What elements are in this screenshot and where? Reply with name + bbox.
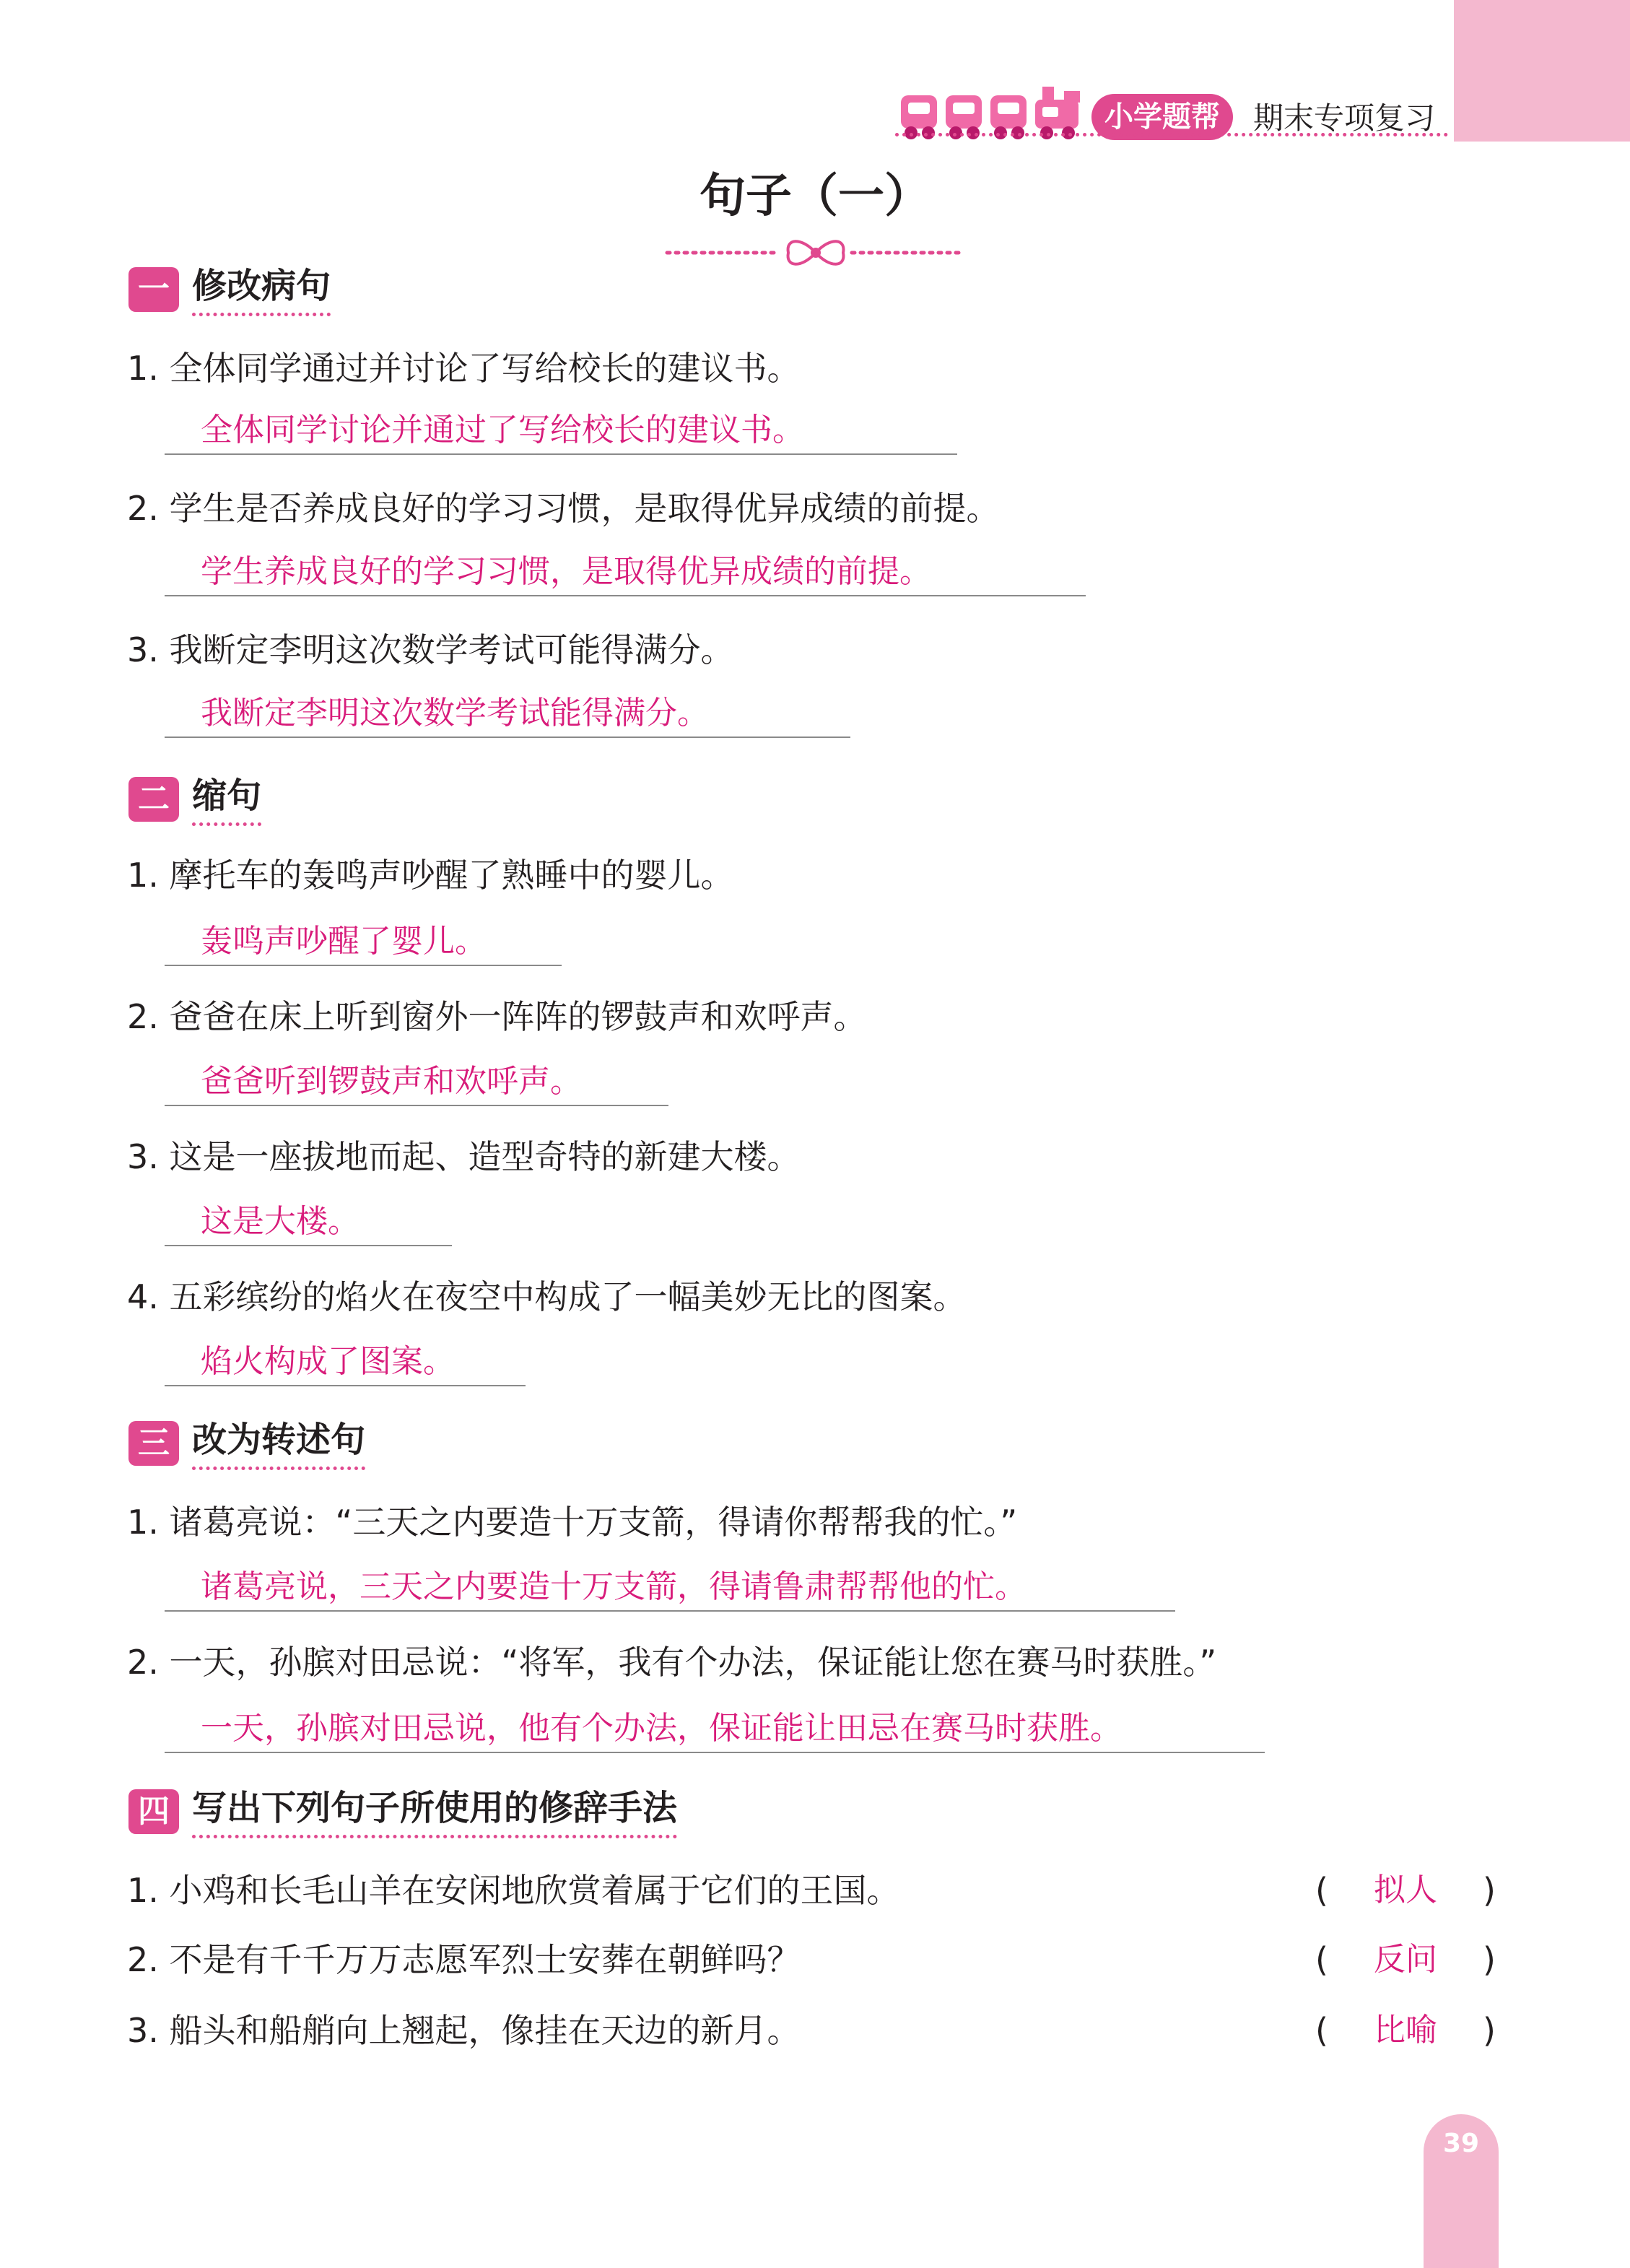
open-paren: ( <box>1315 1871 1328 1910</box>
answer: 这是大楼。 <box>165 1202 452 1246</box>
answer: 轰鸣声吵醒了婴儿。 <box>165 921 562 966</box>
header-subtitle: 期末专项复习 <box>1253 100 1436 136</box>
answer: 一天，孙膑对田忌说，他有个办法，保证能让田忌在赛马时获胜。 <box>165 1708 1265 1753</box>
answer: 我断定李明这次数学考试能得满分。 <box>165 693 850 738</box>
page-title: 句子（一） <box>699 170 931 223</box>
question: 3. 这是一座拔地而起、造型奇特的新建大楼。 <box>127 1137 801 1176</box>
answer: 全体同学讨论并通过了写给校长的建议书。 <box>165 410 957 455</box>
answer: 焰火构成了图案。 <box>165 1342 526 1386</box>
question: 4. 五彩缤纷的焰火在夜空中构成了一幅美妙无比的图案。 <box>127 1277 967 1316</box>
brand-badge: 小学题帮 <box>1091 94 1233 140</box>
answer: 比喻 <box>1374 2012 1437 2048</box>
question: 3. 我断定李明这次数学考试可能得满分。 <box>127 630 734 669</box>
page-number: 39 <box>1442 2129 1480 2158</box>
answer: 学生养成良好的学习习惯，是取得优异成绩的前提。 <box>165 552 1086 596</box>
section-badge: 三 <box>128 1421 179 1466</box>
answer: 拟人 <box>1374 1872 1437 1908</box>
question: 1. 诸葛亮说：“三天之内要造十万支箭，得请你帮帮我的忙。” <box>127 1503 1018 1542</box>
question: 2. 爸爸在床上听到窗外一阵阵的锣鼓声和欢呼声。 <box>127 997 867 1036</box>
section-title: 修改病句 <box>192 264 331 316</box>
section-badge: 一 <box>128 267 179 312</box>
section-header <box>128 264 331 315</box>
close-paren: ) <box>1483 1871 1496 1910</box>
header-divider <box>895 133 1448 136</box>
question: 1. 全体同学通过并讨论了写给校长的建议书。 <box>127 349 801 388</box>
open-paren: ( <box>1315 1940 1328 1979</box>
question: 2. 一天，孙膑对田忌说：“将军，我有个办法，保证能让您在赛马时获胜。” <box>127 1643 1217 1682</box>
question: 1. 摩托车的轰鸣声吵醒了熟睡中的婴儿。 <box>127 856 734 895</box>
section-header <box>128 774 261 825</box>
section-badge: 二 <box>128 777 179 822</box>
section-header <box>128 1786 677 1837</box>
answer: 爸爸听到锣鼓声和欢呼声。 <box>165 1061 668 1106</box>
section-title: 写出下列句子所使用的修辞手法 <box>192 1786 677 1838</box>
question: 3. 船头和船艄向上翘起，像挂在天边的新月。 <box>127 2011 801 2050</box>
answer: 反问 <box>1374 1941 1437 1978</box>
question: 2. 不是有千千万万志愿军烈士安葬在朝鲜吗？ <box>127 1940 801 1979</box>
question: 1. 小鸡和长毛山羊在安闲地欣赏着属于它们的王国。 <box>127 1871 900 1910</box>
answer: 诸葛亮说，三天之内要造十万支箭，得请鲁肃帮帮他的忙。 <box>165 1567 1175 1612</box>
open-paren: ( <box>1315 2011 1328 2050</box>
corner-tab <box>1454 0 1630 142</box>
section-header <box>128 1418 365 1469</box>
section-title: 缩句 <box>192 773 261 826</box>
section-badge: 四 <box>128 1789 179 1834</box>
section-title: 改为转述句 <box>192 1417 365 1470</box>
close-paren: ) <box>1483 2011 1496 2050</box>
page-number-tab <box>1424 2114 1499 2268</box>
bow-icon <box>664 233 967 273</box>
close-paren: ) <box>1483 1940 1496 1979</box>
question: 2. 学生是否养成良好的学习习惯，是取得优异成绩的前提。 <box>127 489 1000 528</box>
